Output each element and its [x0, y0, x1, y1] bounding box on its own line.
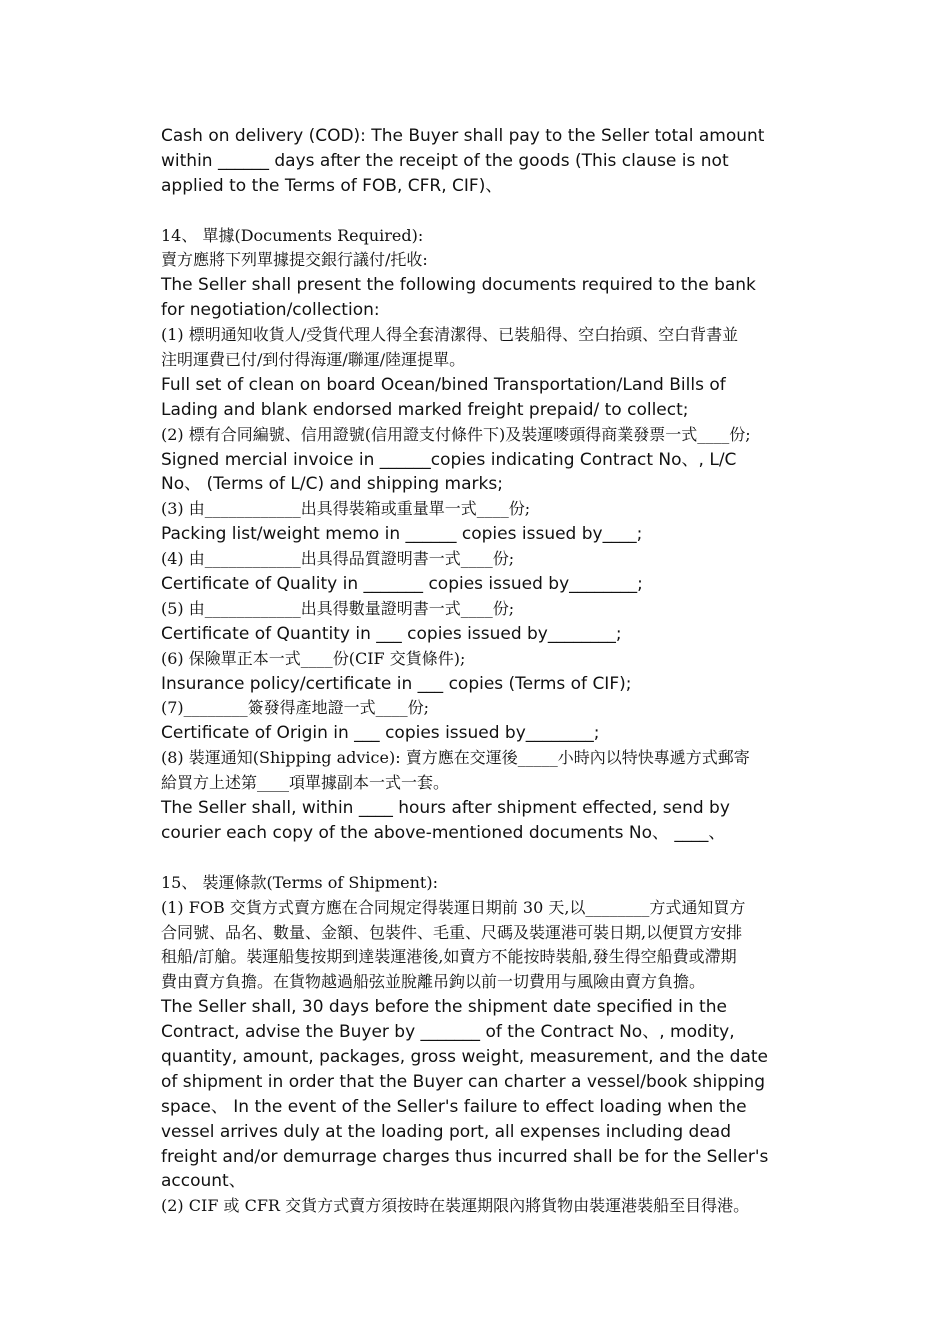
section-heading: 15、 裝運條款(Terms of Shipment):	[161, 872, 438, 892]
section-heading: 14、 單據(Documents Required):	[161, 225, 424, 245]
text-line: (4) 由____________出具得品質證明書一式____份;	[161, 549, 515, 569]
text-line: (7)________簽發得產地證一式____份;	[161, 698, 430, 718]
text-line: 合同號、品名、數量、金額、包裝件、毛重、尺碼及裝運港可裝日期,以便買方安排	[161, 922, 743, 942]
text-line: (6) 保險單正本一式____份(CIF 交貨條件);	[161, 648, 466, 668]
text-line: (2) 標有合同編號、信用證號(信用證支付條件下)及裝運嘜頭得商業發票一式____份;	[161, 424, 751, 444]
text-line: 租船/訂艙。裝運船隻按期到達裝運港後,如賣方不能按時裝船,發生得空船費或滯期	[161, 947, 737, 967]
text-line: Contract, advise the Buyer by _______ of the Contract No、, modity,	[161, 1022, 735, 1043]
text-line: (1) 標明通知收貨人/受貨代理人得全套清潔得、已裝船得、空白抬頭、空白背書並	[161, 325, 739, 345]
text-line: space、 In the event of the Seller's failure to effect loading when the	[161, 1096, 747, 1117]
text-line: Certificate of Quantity in ___ copies issued by________;	[161, 623, 622, 644]
text-line: Signed mercial invoice in ______copies indicating Contract No、, L/C	[161, 449, 737, 470]
text-line: (2) CIF 或 CFR 交貨方式賣方須按時在裝運期限內將貨物由裝運港裝船至目得港。	[161, 1196, 750, 1216]
text-line: vessel arrives duly at the loading port, all expenses including dead	[161, 1121, 732, 1142]
text-line: freight and/or demurrage charges thus incurred shall be for the Seller's	[161, 1146, 769, 1167]
text-line: account、	[161, 1171, 246, 1192]
text-line: Certificate of Quality in _______ copies issued by________;	[161, 574, 643, 595]
text-line: courier each copy of the above-mentioned documents No、 ____、	[161, 822, 726, 843]
text-line: (1) FOB 交貨方式賣方應在合同規定得裝運日期前 30 天,以________方式通知買方	[161, 897, 746, 917]
text-line: 注明運費已付/到付得海運/聯運/陸運提單。	[161, 350, 466, 370]
text-line: 給買方上述第____項單據副本一式一套。	[161, 773, 450, 793]
text-line: (8) 裝運通知(Shipping advice): 賣方應在交運後_____小時內以特快專遞方式郵寄	[161, 748, 750, 768]
text-line: Lading and blank endorsed marked freight prepaid/ to collect;	[161, 399, 689, 420]
text-line: (3) 由____________出具得裝箱或重量單一式____份;	[161, 499, 531, 519]
text-line: within ______ days after the receipt of the goods (This clause is not	[161, 150, 729, 171]
blank-line	[161, 199, 821, 224]
document-page	[161, 124, 821, 1219]
text-line: 賣方應將下列單據提交銀行議付/托收:	[161, 250, 428, 270]
text-line: applied to the Terms of FOB, CFR, CIF)、	[161, 175, 503, 196]
blank-line	[161, 846, 821, 871]
text-line: Full set of clean on board Ocean/bined Transportation/Land Bills of	[161, 374, 726, 395]
text-line: Packing list/weight memo in ______ copies issued by____;	[161, 524, 643, 545]
text-line: No、 (Terms of L/C) and shipping marks;	[161, 474, 503, 495]
text-line: quantity, amount, packages, gross weight, measurement, and the date	[161, 1046, 768, 1067]
text-line: The Seller shall, within ____ hours after shipment effected, send by	[161, 798, 730, 819]
text-line: (5) 由____________出具得數量證明書一式____份;	[161, 598, 515, 618]
text-line: Insurance policy/certificate in ___ copies (Terms of CIF);	[161, 673, 632, 694]
text-line: for negotiation/collection:	[161, 300, 380, 321]
text-line: The Seller shall, 30 days before the shipment date specified in the	[161, 997, 727, 1018]
text-line: The Seller shall present the following documents required to the bank	[161, 275, 756, 296]
text-line: of shipment in order that the Buyer can charter a vessel/book shipping	[161, 1071, 766, 1092]
text-line: 費由賣方負擔。在貨物越過船弦並脫離吊鉤以前一切費用与風險由賣方負擔。	[161, 972, 706, 992]
text-line: Certificate of Origin in ___ copies issued by________;	[161, 723, 600, 744]
text-line: Cash on delivery (COD): The Buyer shall pay to the Seller total amount	[161, 126, 765, 146]
